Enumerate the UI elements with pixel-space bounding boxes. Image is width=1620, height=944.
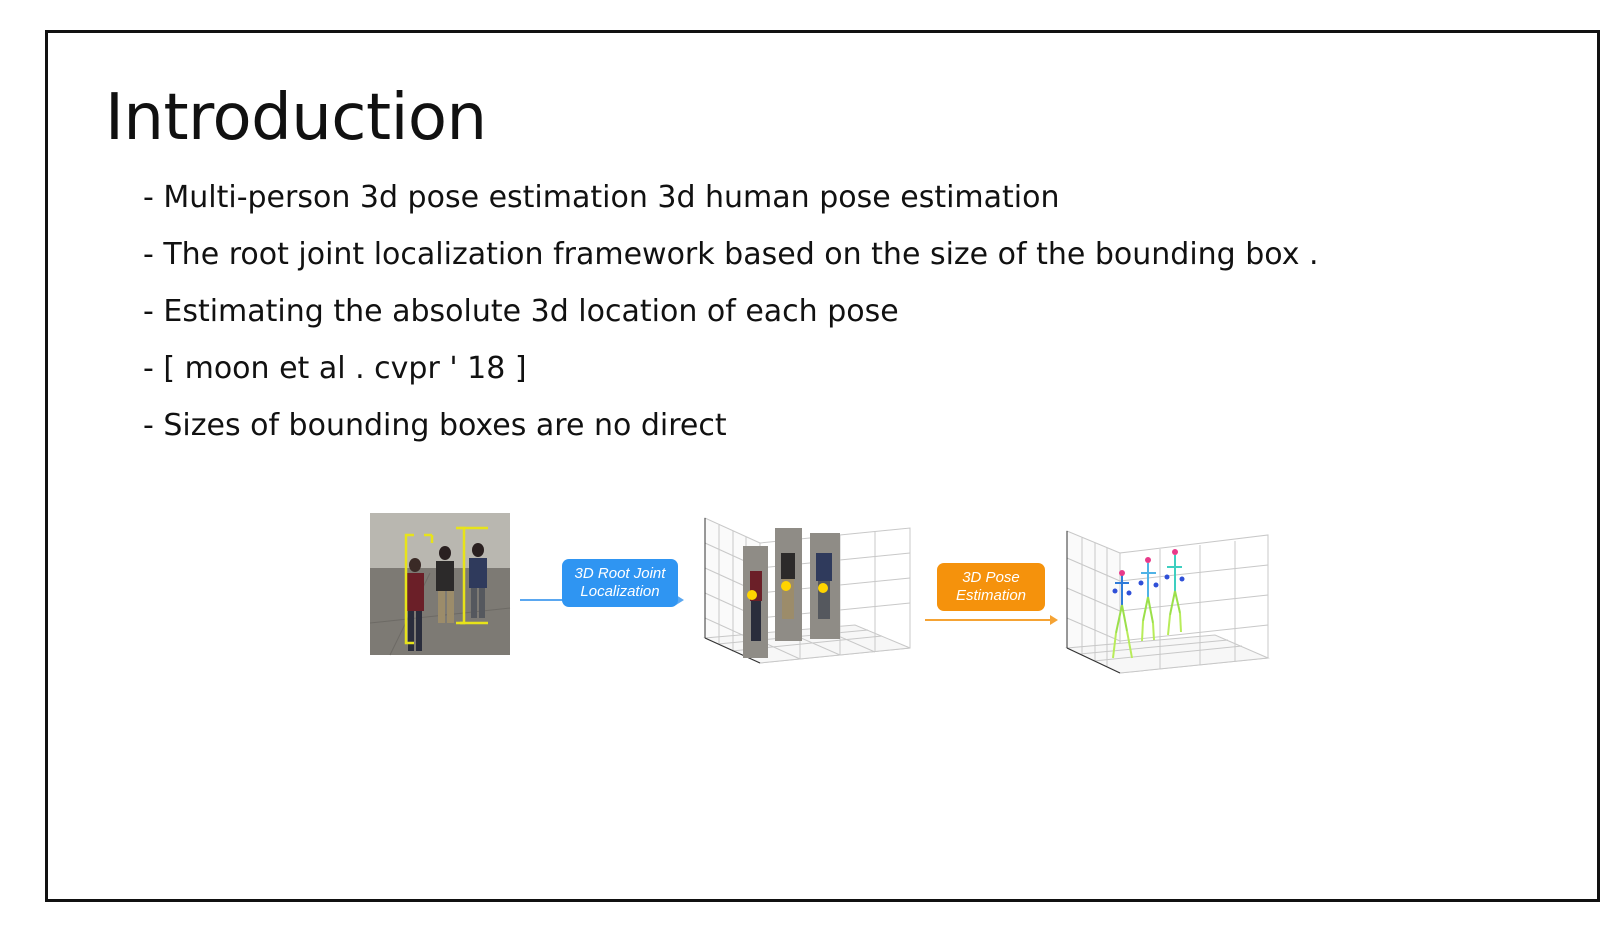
root-joint-localization-box [562, 559, 678, 607]
pipeline-figure [370, 513, 1270, 698]
bullet-item: - Multi-person 3d pose estimation 3d human pose estimation [143, 180, 1060, 215]
bullet-item: - [ moon et al . cvpr ' 18 ] [143, 351, 527, 386]
pose-grid-plot [1067, 531, 1268, 673]
root-joint-marker [818, 583, 828, 593]
root-grid-plot [705, 518, 910, 663]
slide-title: Introduction [105, 81, 487, 155]
arrow-head-icon [1050, 615, 1058, 625]
step1-line1: 3D Root Joint [574, 565, 666, 582]
person-slices [743, 528, 840, 658]
bullet-list [143, 169, 1319, 454]
step2-line1: 3D Pose [962, 569, 1020, 586]
step1-line2: Localization [580, 583, 660, 600]
bullet-item: - Estimating the absolute 3d location of each pose [143, 294, 899, 329]
input-photo [370, 513, 510, 655]
bullet-item: - Sizes of bounding boxes are no direct [143, 408, 727, 443]
root-joint-marker [781, 581, 791, 591]
step2-line2: Estimation [955, 587, 1027, 604]
slide-frame [45, 30, 1600, 902]
root-joint-marker [747, 590, 757, 600]
pipeline-graphic [370, 513, 1270, 698]
bullet-item: - The root joint localization framework based on the size of the bounding box . [143, 237, 1319, 272]
pose-estimation-box [937, 563, 1045, 611]
